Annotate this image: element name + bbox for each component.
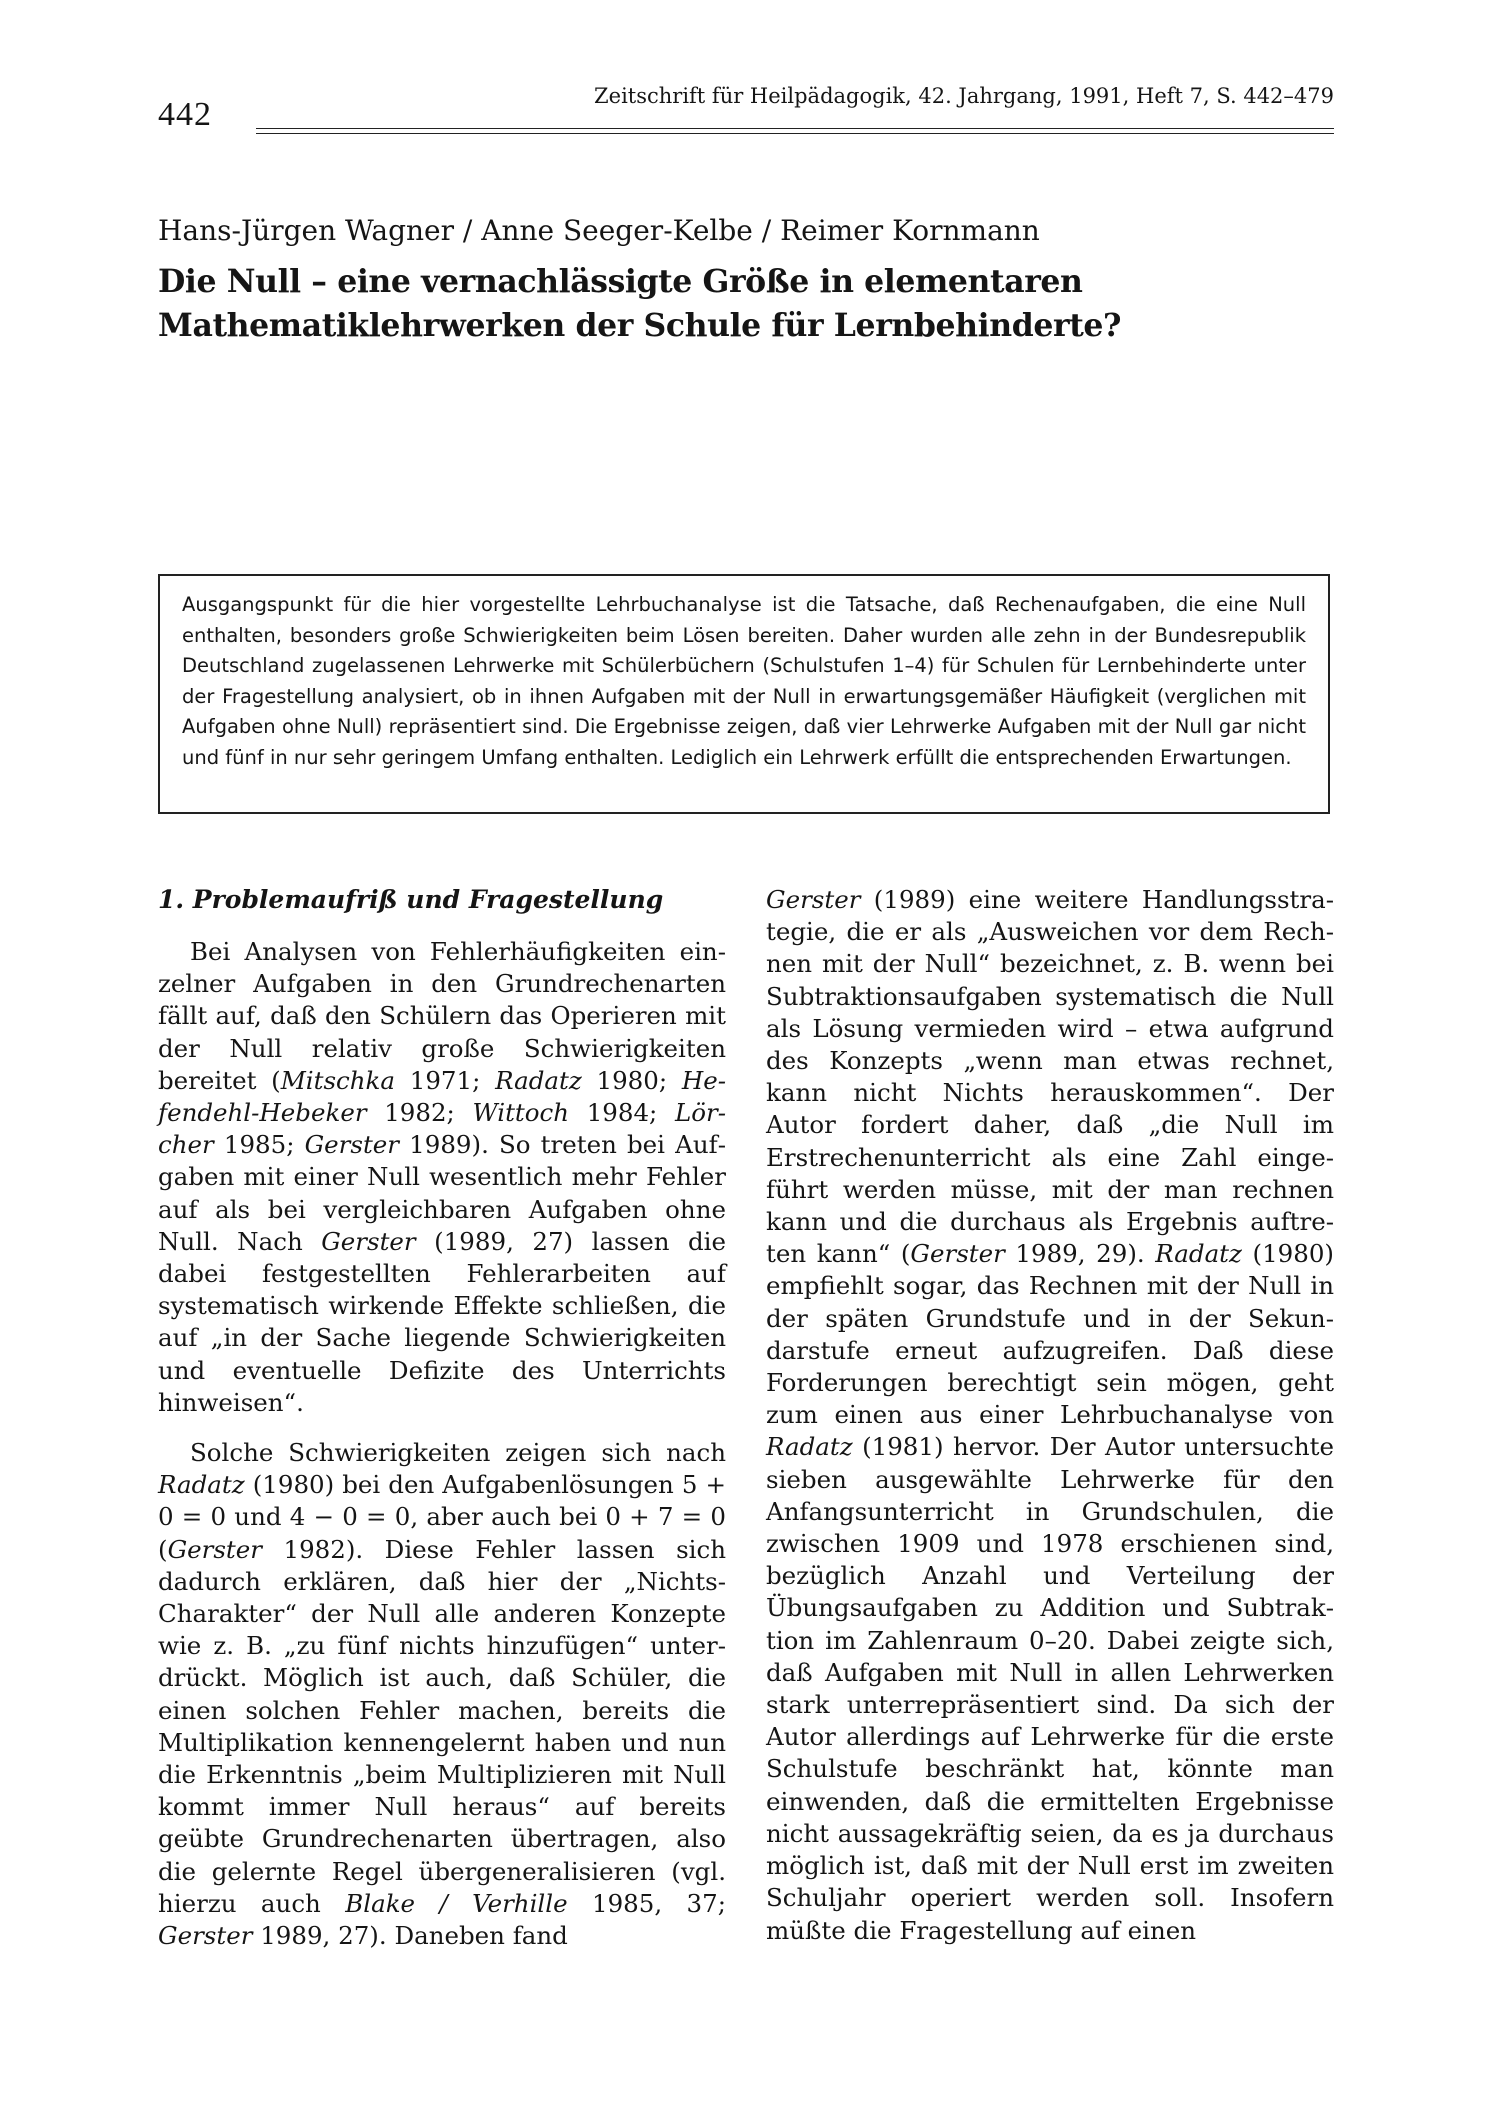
article-title: Die Null – eine vernachlässigte Größe in elementaren Mathematiklehrwerken der Schule für Lernbehinderte? — [158, 263, 1122, 344]
citation-author: Gerster — [167, 1534, 262, 1564]
citation-author: Lörcher — [158, 1098, 727, 1160]
citation-author: Radatz — [1155, 1239, 1242, 1269]
paragraph-3: Gerster (1989) eine weitere Handlungsstrategie, die er als „Ausweichen vor dem Rechnen mit der Null“ bezeichnet, z. B. wenn bei Subtraktionsaufgaben systematisch die Null als Lösung vermieden wird – etwa aufgrund des Konzepts „wenn man etwas rechnet, kann nicht Nichts herauskommen“. Der Autor fordert daher, daß „die Null im Erstrechenunterricht als eine Zahl eingeführt werden müsse, mit der man rechnen kann und die durchaus als Ergebnis auftreten kann“ (Gerster 1989, 29). Radatz (1980) empfiehlt sogar, das Rechnen mit der Null in der späten Grundstufe und in der Sekundarstufe erneut aufzugreifen. Daß diese Forderungen berechtigt sein mögen, geht zum einen aus einer Lehrbuchanalyse von Radatz (1981) hervor. Der Autor untersuchte sieben ausgewählte Lehrwerke für den Anfangsunterricht in Grundschulen, die zwischen 1909 und 1978 erschienen sind, bezüglich Anzahl und Verteilung der Übungsaufgaben zu Addition und Subtraktion im Zahlenraum 0–20. Dabei zeigte sich, daß Aufgaben mit Null in allen Lehrwerken stark unterrepräsentiert sind. Da sich der Autor allerdings auf Lehrwerke für die erste Schulstufe beschränkt hat, könnte man einwenden, daß die ermittelten Ergebnisse nicht aussagekräftig seien, da es ja durchaus möglich ist, daß mit der Null erst im zweiten Schuljahr operiert werden soll. Insofern müßte die Fragestellung auf einen — [766, 885, 1334, 1945]
paragraph-2: Solche Schwierigkeiten zeigen sich nach Radatz (1980) bei den Aufgabenlösungen 5 + 0 = 0 und 4 − 0 = 0, aber auch bei 0 + 7 = 0 (Gerster 1982). Diese Fehler lassen sich dadurch erklären, daß hier der „Nichts-Charakter“ der Null alle anderen Konzepte wie z. B. „zu fünf nichts hinzufügen“ unterdrückt. Möglich ist auch, daß Schüler, die einen solchen Fehler machen, bereits die Multiplikation kennengelernt haben und nun die Erkenntnis „beim Multiplizieren mit Null kommt immer Null heraus“ auf bereits geübte Grundrechenarten übertragen, also die gelernte Regel übergeneralisieren (vgl. hierzu auch Blake / Verhille 1985, 37; Gerster 1989, 27). Daneben fand — [158, 1438, 726, 1951]
citation-author: Hefendehl-Hebeker — [158, 1065, 726, 1128]
abstract-box — [158, 574, 1330, 814]
citation-author: Wittoch — [472, 1098, 570, 1128]
column-left — [158, 884, 726, 1952]
paragraph-1: Bei Analysen von Fehlerhäufigkeiten einzelner Aufgaben in den Grundrechenarten fällt auf, daß den Schülern das Operieren mit der Null relativ große Schwierigkeiten bereitet (Mitschka 1971; Radatz 1980; Hefendehl-Hebeker 1982; Wittoch 1984; Lörcher 1985; Gerster 1989). So treten bei Aufgaben mit einer Null wesentlich mehr Fehler auf als bei vergleichbaren Aufgaben ohne Null. Nach Gerster (1989, 27) lassen die dabei festgestellten Fehlerarbeiten auf systematisch wirkende Effekte schließen, die auf „in der Sache liegende Schwierigkeiten und eventuelle Defizite des Unterrichts hinweisen“. — [158, 937, 727, 1417]
header-rule — [256, 128, 1334, 134]
running-head: Zeitschrift für Heilpädagogik, 42. Jahrgang, 1991, Heft 7, S. 442–479 — [594, 84, 1334, 108]
column-right — [766, 884, 1334, 1947]
citation-author: Gerster — [766, 885, 861, 914]
authors: Hans-Jürgen Wagner / Anne Seeger-Kelbe / Reimer Kornmann — [158, 214, 1040, 247]
citation-author: Blake / Verhille — [345, 1888, 568, 1918]
citation-author: Mitschka — [280, 1065, 396, 1095]
page-number: 442 — [158, 96, 212, 133]
abstract-text: Ausgangspunkt für die hier vorgestellte Lehrbuchanalyse ist die Tatsache, daß Rechenaufgaben, die eine Null enthalten, besonders große Schwierigkeiten beim Lösen bereiten. Daher wurden alle zehn in der Bundesrepublik Deutschland zugelassenen Lehrwerke mit Schülerbüchern (Schulstufen 1–4) für Schulen für Lernbehinderte unter der Fragestellung analysiert, ob in ihnen Aufgaben mit der Null in erwartungsgemäßer Häufigkeit (verglichen mit Aufgaben ohne Null) repräsentiert sind. Die Ergebnisse zeigen, daß vier Lehrwerke Aufgaben mit der Null gar nicht und fünf in nur sehr geringem Umfang enthalten. Lediglich ein Lehrwerk erfüllt die entsprechenden Erwartungen. — [182, 593, 1306, 769]
citation-author: Gerster — [321, 1226, 416, 1256]
citation-author: Radatz — [495, 1065, 582, 1095]
citation-author: Gerster — [304, 1130, 400, 1160]
citation-author: Gerster — [158, 1921, 253, 1951]
citation-author: Radatz — [766, 1432, 853, 1462]
citation-author: Gerster — [910, 1239, 1005, 1269]
citation-author: Radatz — [158, 1470, 245, 1500]
section-heading: 1. Problemaufriß und Fragestellung — [158, 885, 664, 914]
